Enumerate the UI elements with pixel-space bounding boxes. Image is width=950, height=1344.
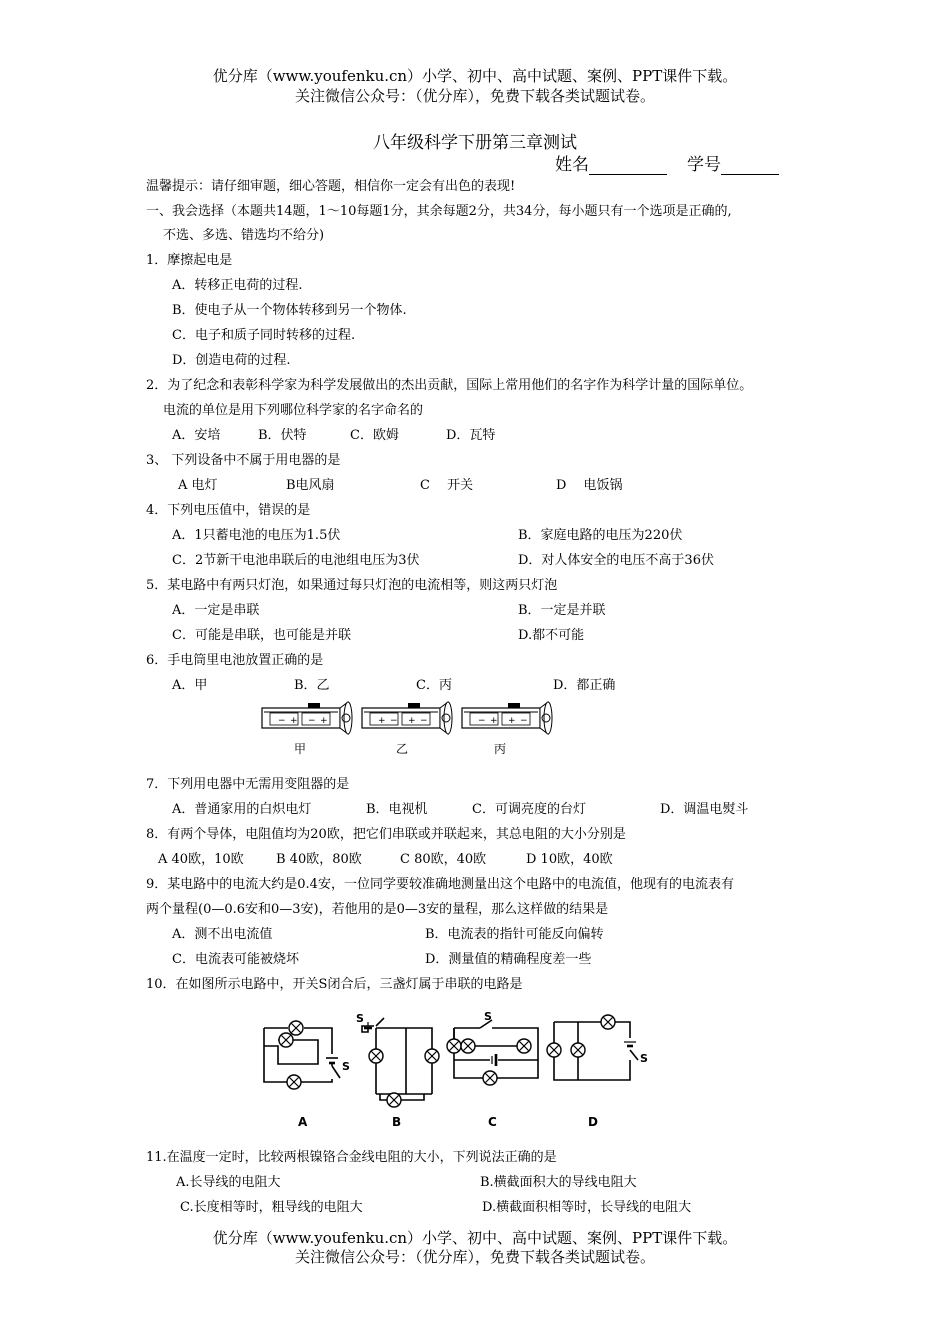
- q8-option-b: B 40欧，80欧: [276, 852, 362, 867]
- circuit-b: [362, 1018, 439, 1107]
- circuit-a: [264, 1021, 340, 1089]
- circuit-label-c: C: [488, 1115, 497, 1129]
- svg-text:−: −: [308, 716, 316, 726]
- q7-option-b: B．电视机: [366, 802, 428, 817]
- q10-stem: 10．在如图所示电路中，开关S闭合后，三盏灯属于串联的电路是: [146, 977, 523, 992]
- circuit-label-a: A: [298, 1115, 308, 1129]
- q8-option-d: D 10欧，40欧: [526, 852, 613, 867]
- q3-option-b: B电风扇: [286, 478, 335, 493]
- q7-option-c: C．可调亮度的台灯: [472, 802, 586, 817]
- q2-option-a: A．安培: [172, 428, 221, 443]
- q8-option-c: C 80欧，40欧: [400, 852, 487, 867]
- circuit-a-switch-label: S: [342, 1060, 350, 1073]
- page-title: 八年级科学下册第三章测试: [373, 133, 577, 153]
- q11-option-d: D.横截面积相等时，长导线的电阻大: [482, 1200, 692, 1215]
- section1-line2: 不选、多选、错选均不给分): [163, 228, 325, 243]
- circuit-c: [447, 1020, 538, 1085]
- q2-option-d: D．瓦特: [446, 428, 496, 443]
- q2-option-c: C．欧姆: [350, 428, 399, 443]
- svg-text:−: −: [278, 716, 286, 726]
- svg-text:+: +: [378, 716, 386, 726]
- header-line-2: 关注微信公众号：（优分库），免费下载各类试题试卷。: [294, 87, 655, 105]
- q6-option-b: B．乙: [294, 678, 330, 693]
- q7-stem: 7．下列用电器中无需用变阻器的是: [146, 777, 350, 792]
- q3-option-c: C 开关: [420, 478, 474, 493]
- svg-text:+: +: [490, 716, 498, 726]
- q5-option-b: B．一定是并联: [518, 603, 606, 618]
- q2-stem-2: 电流的单位是用下列哪位科学家的名字命名的: [163, 403, 424, 418]
- svg-text:−: −: [390, 716, 398, 726]
- q6-stem: 6．手电筒里电池放置正确的是: [146, 653, 324, 668]
- q3-option-d: D 电饭锅: [556, 478, 623, 493]
- id-label: 学号: [687, 155, 721, 175]
- q9-option-a: A．测不出电流值: [172, 927, 273, 942]
- circuit-label-d: D: [588, 1115, 598, 1129]
- q9-stem-2: 两个量程(0—0.6安和0—3安)，若他用的是0—3安的量程，那么这样做的结果是: [146, 902, 609, 917]
- q3-stem: 3、 下列设备中不属于用电器的是: [146, 453, 341, 468]
- q7-option-d: D．调温电熨斗: [660, 802, 749, 817]
- q1-option-d: D．创造电荷的过程.: [172, 353, 291, 368]
- flashlight-label-yi: 乙: [396, 742, 409, 756]
- name-label: 姓名: [555, 155, 589, 175]
- name-id-row: [555, 150, 779, 175]
- q11-option-b: B.横截面积大的导线电阻大: [480, 1175, 637, 1190]
- q4-stem: 4．下列电压值中，错误的是: [146, 503, 311, 518]
- flashlight-jia: [262, 702, 352, 756]
- q9-stem-1: 9．某电路中的电流大约是0.4安，一位同学要较准确地测量出这个电路中的电流值，他现有的电流表有: [146, 877, 734, 892]
- header-line-1: 优分库（www.youfenku.cn）小学、初中、高中试题、案例、PPT课件下载。: [212, 67, 738, 85]
- q11-option-a: A.长导线的电阻大: [176, 1175, 281, 1190]
- flashlight-yi: [362, 702, 452, 756]
- id-blank: [721, 158, 779, 175]
- q11-option-c: C.长度相等时，粗导线的电阻大: [180, 1200, 363, 1215]
- q6-option-a: A．甲: [172, 678, 208, 693]
- circuit-figure: [258, 1008, 648, 1134]
- name-blank: [589, 158, 667, 175]
- q4-option-c: C．2节新干电池串联后的电池组电压为3伏: [172, 553, 420, 568]
- svg-text:−: −: [520, 716, 528, 726]
- q9-option-c: C．电流表可能被烧坏: [172, 952, 299, 967]
- q2-stem-1: 2．为了纪念和表彰科学家为科学发展做出的杰出贡献，国际上常用他们的名字作为科学计量的国际单位。: [146, 378, 753, 393]
- circuit-d: [547, 1015, 638, 1080]
- q1-option-c: C．电子和质子同时转移的过程.: [172, 328, 356, 343]
- q4-option-a: A．1只蓄电池的电压为1.5伏: [172, 528, 341, 543]
- circuit-c-switch-label: S: [484, 1010, 492, 1023]
- circuit-label-b: B: [392, 1115, 402, 1129]
- footer-line-2: 关注微信公众号：（优分库），免费下载各类试题试卷。: [294, 1248, 655, 1266]
- q9-option-d: D．测量值的精确程度差一些: [425, 952, 592, 967]
- svg-text:+: +: [320, 716, 328, 726]
- q5-stem: 5．某电路中有两只灯泡，如果通过每只灯泡的电流相等，则这两只灯泡: [146, 578, 558, 593]
- q1-stem: 1．摩擦起电是: [146, 253, 233, 268]
- q5-option-c: C．可能是串联，也可能是并联: [172, 628, 351, 643]
- flashlight-figure: [256, 698, 556, 760]
- q8-option-a: A 40欧，10欧: [158, 852, 244, 867]
- flashlight-label-bing: 丙: [494, 742, 507, 756]
- q8-stem: 8．有两个导体，电阻值均为20欧，把它们串联或并联起来，其总电阻的大小分别是: [146, 827, 626, 842]
- q4-option-b: B．家庭电路的电压为220伏: [518, 528, 683, 543]
- flashlight-label-jia: 甲: [294, 742, 307, 756]
- q5-option-a: A．一定是串联: [172, 603, 260, 618]
- q9-option-b: B．电流表的指针可能反向偏转: [425, 927, 604, 942]
- q3-option-a: A 电灯: [178, 478, 218, 493]
- circuit-d-switch-label: S: [640, 1052, 648, 1065]
- q1-option-b: B．使电子从一个物体转移到另一个物体.: [172, 303, 407, 318]
- section1-line1: 一、我会选择（本题共14题，1～10每题1分，其余每题2分，共34分，每小题只有一个选项是正确的,: [146, 204, 732, 219]
- q4-option-d: D．对人体安全的电压不高于36伏: [518, 553, 714, 568]
- q6-option-d: D．都正确: [553, 678, 616, 693]
- q11-stem: 11.在温度一定时，比较两根镍铬合金线电阻的大小，下列说法正确的是: [146, 1150, 557, 1165]
- svg-text:+: +: [408, 716, 416, 726]
- circuit-b-switch-label: S: [356, 1012, 364, 1025]
- svg-text:+: +: [290, 716, 298, 726]
- svg-text:−: −: [478, 716, 486, 726]
- q7-option-a: A．普通家用的白炽电灯: [172, 802, 312, 817]
- footer-line-1: 优分库（www.youfenku.cn）小学、初中、高中试题、案例、PPT课件下载。: [212, 1229, 738, 1247]
- tip-text: 温馨提示：请仔细审题，细心答题，相信你一定会有出色的表现!: [146, 179, 516, 194]
- svg-text:−: −: [420, 716, 428, 726]
- q2-option-b: B．伏特: [258, 428, 307, 443]
- q5-option-d: D.都不可能: [518, 628, 585, 643]
- flashlight-bing: [462, 702, 552, 756]
- q1-option-a: A．转移正电荷的过程.: [172, 278, 303, 293]
- q6-option-c: C．丙: [416, 678, 452, 693]
- svg-text:+: +: [508, 716, 516, 726]
